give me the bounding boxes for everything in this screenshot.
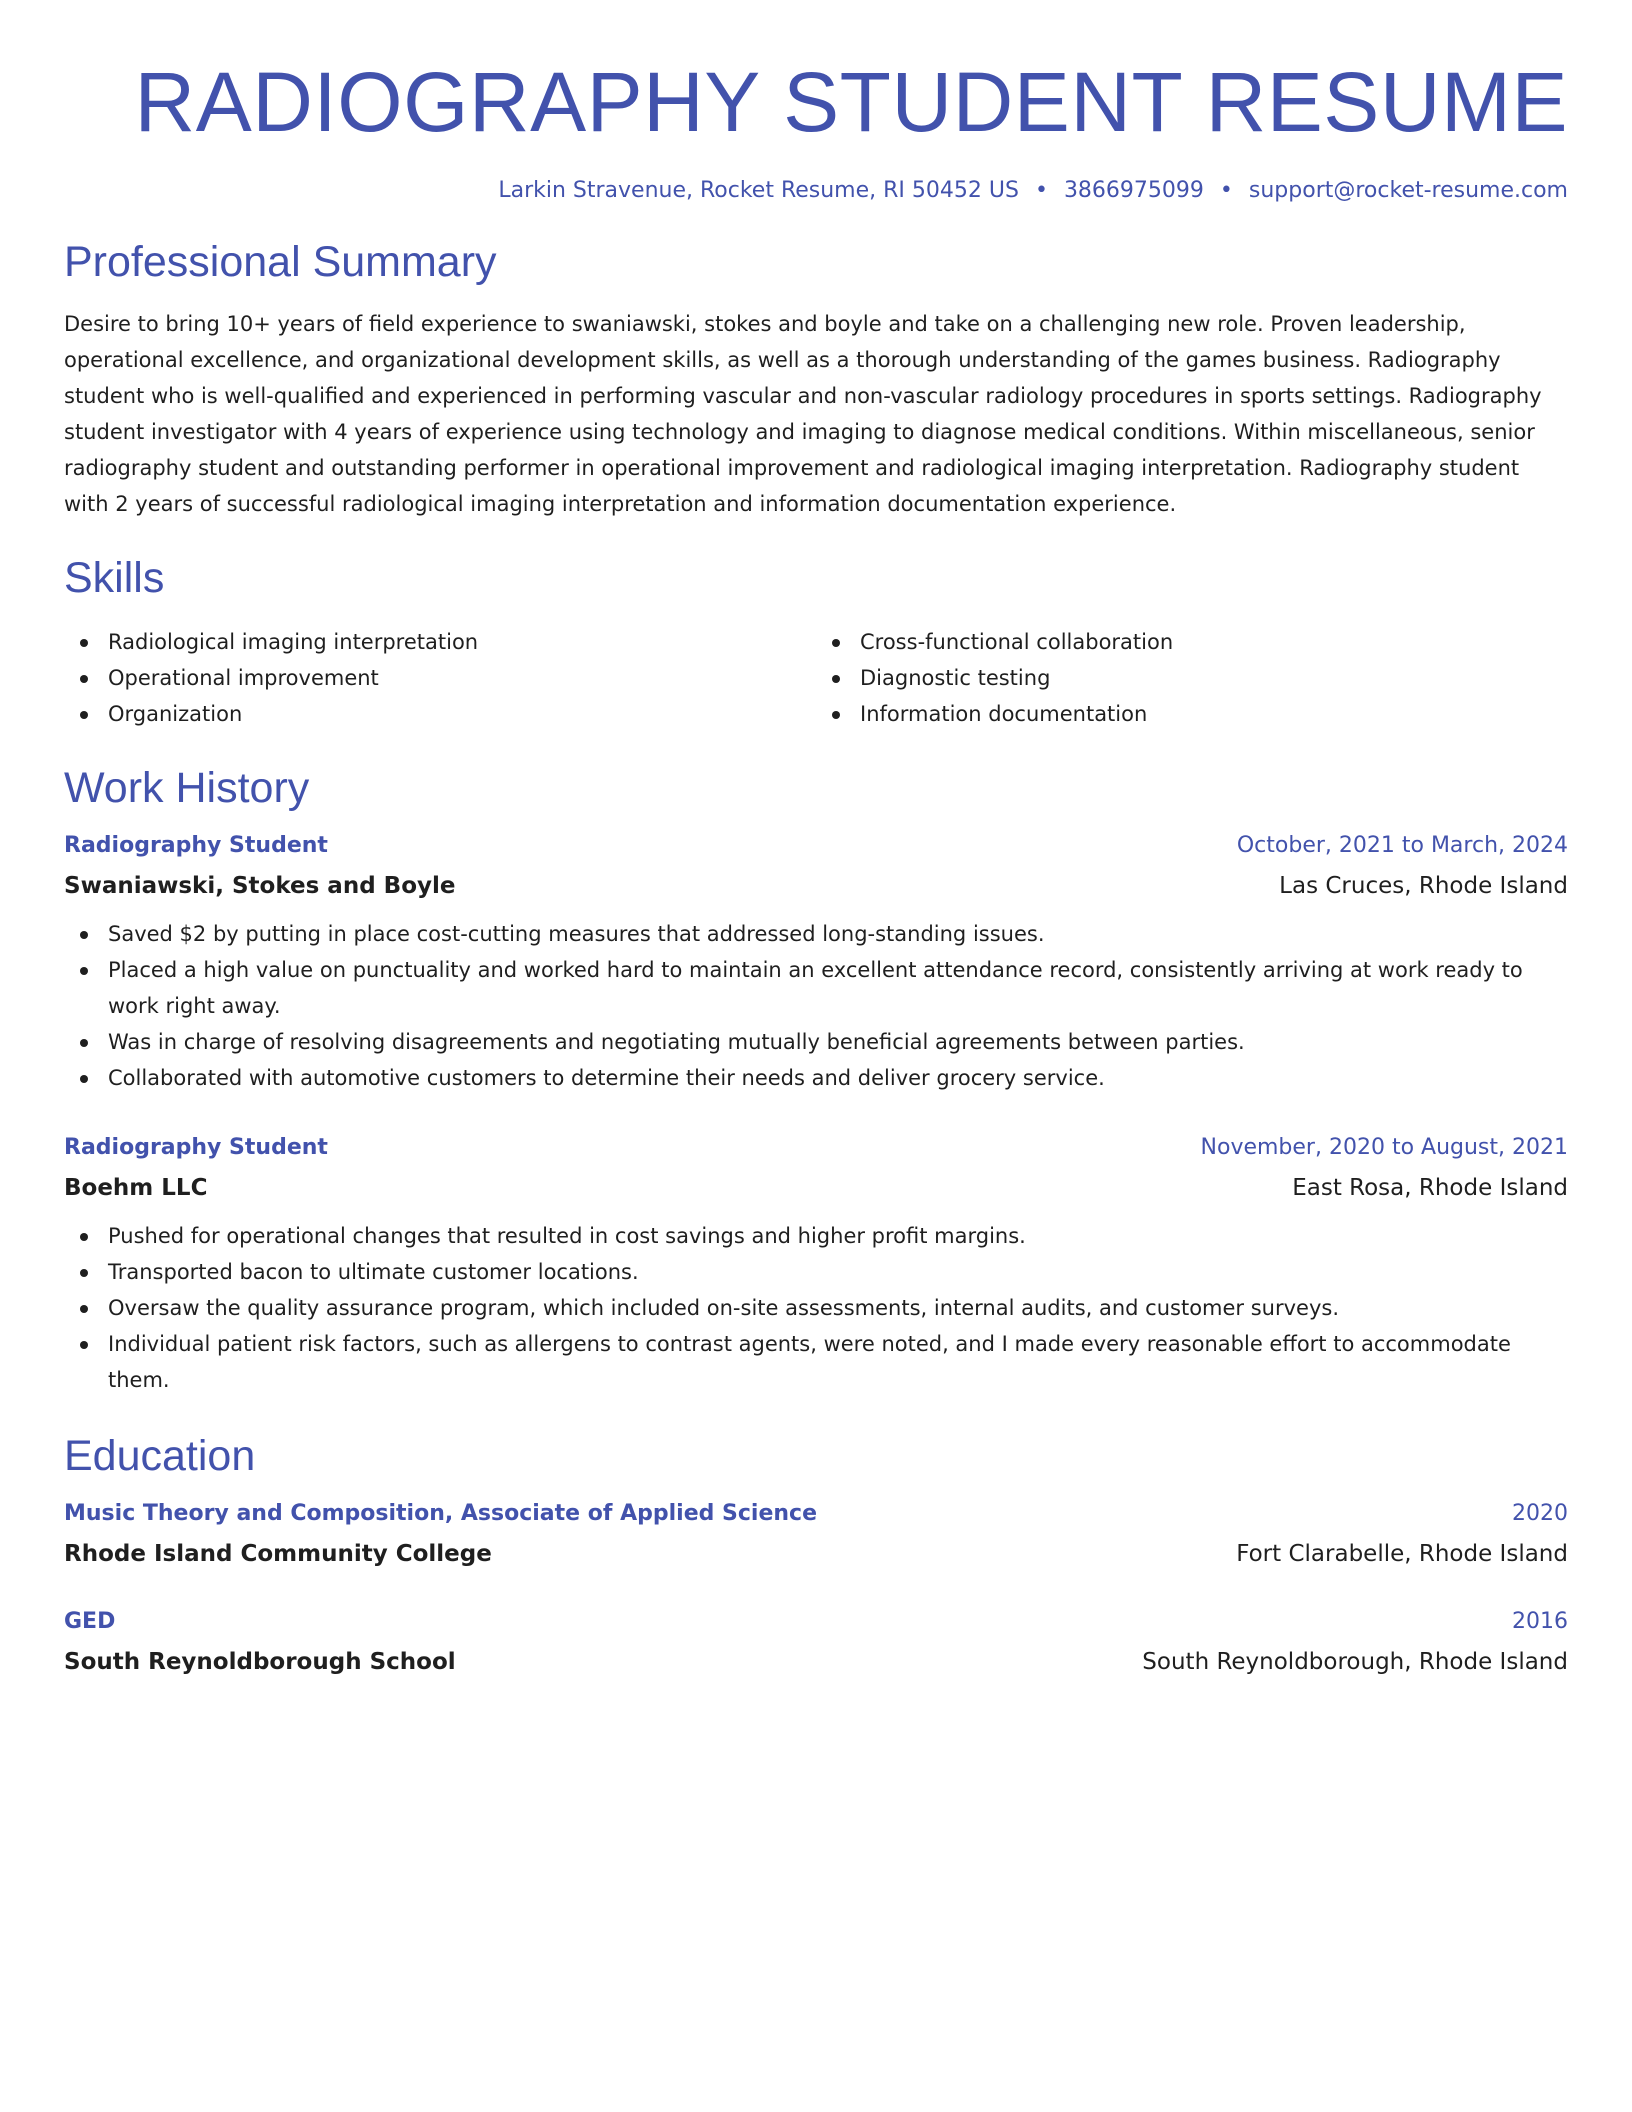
job-entry (64, 830, 1568, 1096)
education-section (64, 1428, 1568, 1678)
job-company: Boehm LLC (64, 1175, 208, 1201)
skills-list-right (816, 624, 1568, 732)
job-company: Swaniawski, Stokes and Boyle (64, 873, 456, 899)
education-degree: Music Theory and Composition, Associate of Applied Science (64, 1501, 817, 1526)
education-school-row (64, 1530, 1568, 1570)
job-location: East Rosa, Rhode Island (1292, 1175, 1568, 1201)
education-year: 2020 (1512, 1501, 1568, 1526)
job-title: Radiography Student (64, 833, 328, 858)
summary-heading: Professional Summary (64, 238, 497, 286)
education-school: Rhode Island Community College (64, 1541, 492, 1567)
education-degree-row (64, 1606, 1568, 1638)
job-bullets (64, 1218, 1568, 1398)
skills-grid (64, 624, 1568, 732)
job-location: Las Cruces, Rhode Island (1279, 873, 1568, 899)
skill-item: Organization (64, 696, 816, 732)
job-company-row (64, 1164, 1568, 1204)
summary-text: Desire to bring 10+ years of field experience to swaniawski, stokes and boyle and take on a challenging new role. Proven leadership, operational excellence, and organizational development skills, as well as a thorough understanding of the games business. Radiography student who is well-qualified and experienced in performing vascular and non-vascular radiology procedures in sports settings. Radiography student investigator with 4 years of experience using technology and imaging to diagnose medical conditions. Within miscellaneous, senior radiography student and outstanding performer in operational improvement and radiological imaging interpretation. Radiography student with 2 years of successful radiological imaging interpretation and information documentation experience. (64, 312, 1542, 516)
job-bullet: Was in charge of resolving disagreements and negotiating mutually beneficial agreements between parties. (64, 1024, 1568, 1060)
contact-address: Larkin Stravenue, Rocket Resume, RI 50452 US (498, 178, 1019, 203)
education-heading: Education (64, 1432, 256, 1480)
resume-header (64, 52, 1568, 206)
work-history-section (64, 760, 1568, 1398)
job-bullet: Placed a high value on punctuality and worked hard to maintain an excellent attendance record, consistently arriving at work ready to work right away. (64, 952, 1568, 1024)
education-school-row (64, 1638, 1568, 1678)
skill-item: Diagnostic testing (816, 660, 1568, 696)
education-school: South Reynoldborough School (64, 1649, 456, 1675)
job-title-row (64, 1132, 1568, 1164)
education-entry (64, 1606, 1568, 1678)
contact-email: support@rocket-resume.com (1248, 178, 1568, 203)
contact-phone: 3866975099 (1063, 178, 1204, 203)
skill-item: Cross-functional collaboration (816, 624, 1568, 660)
education-year: 2016 (1512, 1609, 1568, 1634)
job-bullet: Oversaw the quality assurance program, which included on-site assessments, internal audits, and customer surveys. (64, 1290, 1568, 1326)
education-location: Fort Clarabelle, Rhode Island (1236, 1541, 1568, 1567)
job-entry (64, 1132, 1568, 1398)
work-history-heading: Work History (64, 764, 310, 812)
education-entry (64, 1498, 1568, 1570)
job-bullets (64, 916, 1568, 1096)
resume-title: RADIOGRAPHY STUDENT RESUME (134, 55, 1568, 149)
job-bullet: Transported bacon to ultimate customer locations. (64, 1254, 1568, 1290)
professional-summary-section (64, 234, 1568, 522)
education-degree-row (64, 1498, 1568, 1530)
education-location: South Reynoldborough, Rhode Island (1142, 1649, 1568, 1675)
contact-separator: • (1034, 178, 1048, 203)
skill-item: Operational improvement (64, 660, 816, 696)
job-dates: November, 2020 to August, 2021 (1200, 1135, 1568, 1160)
job-bullet: Saved $2 by putting in place cost-cutting measures that addressed long-standing issues. (64, 916, 1568, 952)
job-title: Radiography Student (64, 1135, 328, 1160)
job-bullet: Individual patient risk factors, such as allergens to contrast agents, were noted, and I made every reasonable effort to accommodate them. (64, 1326, 1568, 1398)
contact-line (64, 176, 1568, 206)
skills-section (64, 550, 1568, 732)
skill-item: Information documentation (816, 696, 1568, 732)
skill-item: Radiological imaging interpretation (64, 624, 816, 660)
job-bullet: Collaborated with automotive customers to determine their needs and deliver grocery service. (64, 1060, 1568, 1096)
skills-heading: Skills (64, 554, 165, 602)
job-title-row (64, 830, 1568, 862)
skills-list-left (64, 624, 816, 732)
education-degree: GED (64, 1609, 116, 1634)
job-bullet: Pushed for operational changes that resulted in cost savings and higher profit margins. (64, 1218, 1568, 1254)
job-company-row (64, 862, 1568, 902)
contact-separator: • (1219, 178, 1233, 203)
job-dates: October, 2021 to March, 2024 (1236, 833, 1568, 858)
